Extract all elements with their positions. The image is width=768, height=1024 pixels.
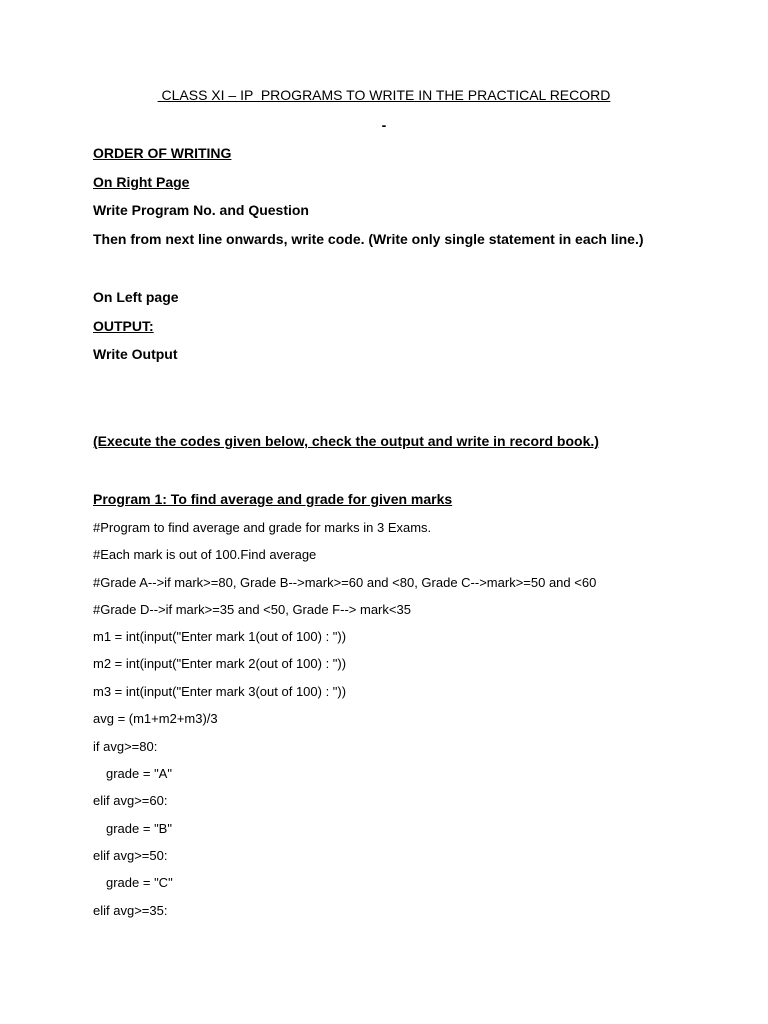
code-line: elif avg>=60: [93,793,168,808]
code-line: avg = (m1+m2+m3)/3 [93,711,218,726]
right-page-heading: On Right Page [93,174,190,190]
code-line: grade = "C" [106,875,173,890]
document-title: CLASS XI – IP PROGRAMS TO WRITE IN THE PRACTICAL RECORD [157,87,611,103]
code-line: #Each mark is out of 100.Find average [93,547,317,562]
right-page-instruction-1: Write Program No. and Question [93,202,309,218]
code-line: m1 = int(input("Enter mark 1(out of 100) : ")) [93,629,347,644]
order-of-writing-heading: ORDER OF WRITING [93,145,232,161]
code-line: m3 = int(input("Enter mark 3(out of 100) : ")) [93,684,347,699]
code-line: elif avg>=50: [93,848,168,863]
execute-note: (Execute the codes given below, check the output and write in record book.) [93,433,599,449]
code-line: elif avg>=35: [93,903,168,918]
output-heading: OUTPUT: [93,318,154,334]
left-page-instruction: Write Output [93,346,178,362]
code-line: grade = "B" [106,821,172,836]
right-page-instruction-2: Then from next line onwards, write code. (Write only single statement in each line.) [93,231,644,247]
code-line: grade = "A" [106,766,172,781]
code-line: if avg>=80: [93,739,158,754]
code-line: #Grade A-->if mark>=80, Grade B-->mark>=60 and <80, Grade C-->mark>=50 and <60 [93,575,597,590]
code-line: m2 = int(input("Enter mark 2(out of 100) : ")) [93,656,347,671]
code-line: #Grade D-->if mark>=35 and <50, Grade F--> mark<35 [93,602,411,617]
program-1-heading: Program 1: To find average and grade for given marks [93,491,453,507]
left-page-heading: On Left page [93,289,179,305]
title-dash: - [381,117,387,133]
code-line: #Program to find average and grade for marks in 3 Exams. [93,520,432,535]
